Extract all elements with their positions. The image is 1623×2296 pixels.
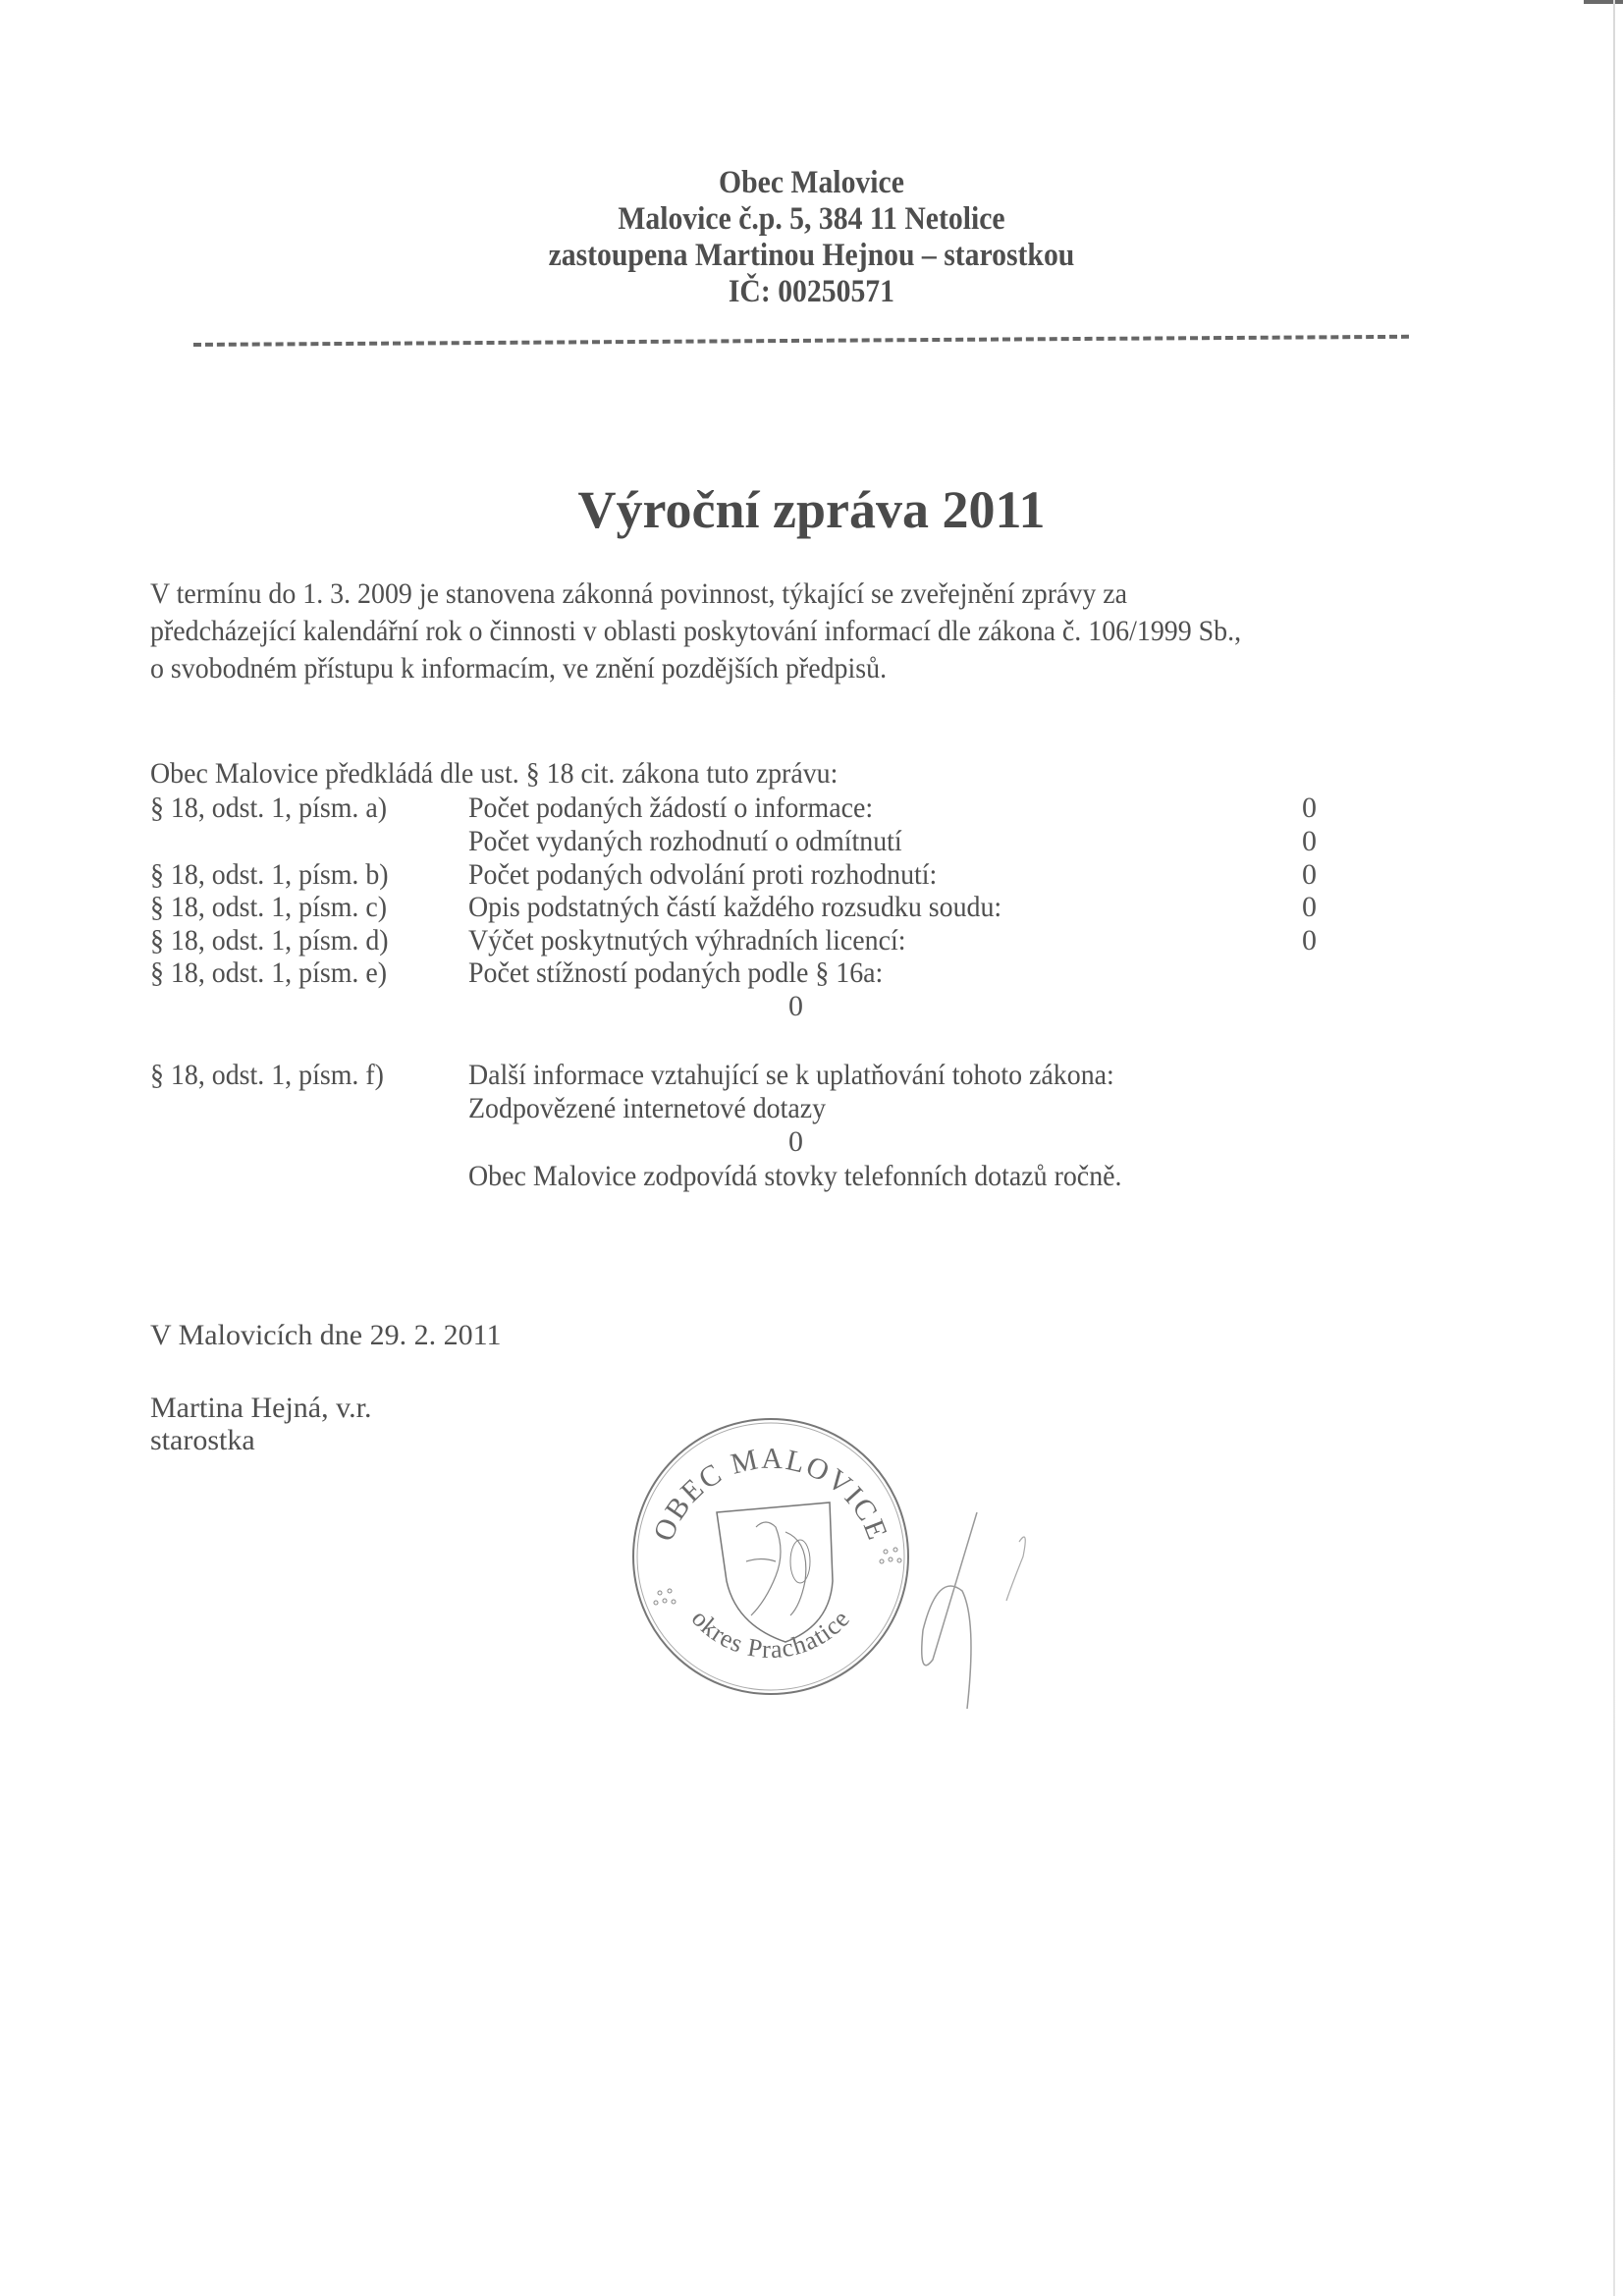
report-intro: Obec Malovice předkládá dle ust. § 18 cit. zákona tuto zprávu: bbox=[150, 757, 839, 790]
item-label-d: Výčet poskytnutých výhradních licencí: bbox=[468, 924, 906, 957]
header-divider bbox=[193, 335, 1409, 347]
item-label-c: Opis podstatných částí každého rozsudku soudu: bbox=[468, 891, 1002, 923]
item-label-a2: Počet vydaných rozhodnutí o odmítnutí bbox=[468, 825, 902, 857]
coat-of-arms-shield-icon bbox=[717, 1503, 833, 1642]
header-municipality: Obec Malovice bbox=[719, 165, 904, 200]
item-ref-f: § 18, odst. 1, písm. f) bbox=[150, 1059, 384, 1091]
stamp-bottom-text: okres Prachatice bbox=[685, 1604, 856, 1665]
place-and-date: V Malovicích dne 29. 2. 2011 bbox=[150, 1319, 502, 1351]
item-ref-d: § 18, odst. 1, písm. d) bbox=[150, 924, 389, 957]
stamp-ornament-right-icon bbox=[880, 1548, 901, 1563]
handwritten-signature bbox=[913, 1512, 1031, 1709]
item-ref-b: § 18, odst. 1, písm. b) bbox=[150, 858, 389, 891]
stamp-top-text: OBEC MALOVICE bbox=[647, 1442, 894, 1546]
item-label-f: Další informace vztahující se k uplatňování tohoto zákona: bbox=[468, 1059, 1114, 1091]
item-value-f: 0 bbox=[788, 1125, 803, 1158]
official-stamp bbox=[628, 1414, 913, 1699]
intro-line-2: předcházející kalendářní rok o činnosti v oblasti poskytování informací dle zákona č. 106/1999 Sb., bbox=[150, 615, 1242, 647]
item-value-a2: 0 bbox=[1302, 825, 1317, 857]
document-title: Výroční zpráva 2011 bbox=[577, 480, 1046, 539]
scan-page-edge bbox=[1613, 0, 1615, 2296]
item-label-e: Počet stížností podaných podle § 16a: bbox=[468, 957, 884, 989]
item-ref-c: § 18, odst. 1, písm. c) bbox=[150, 891, 388, 923]
scan-corner-mark bbox=[1584, 0, 1623, 4]
item-note-f: Obec Malovice zodpovídá stovky telefonních dotazů ročně. bbox=[468, 1160, 1122, 1192]
header-id-number: IČ: 00250571 bbox=[728, 274, 895, 309]
intro-line-1: V termínu do 1. 3. 2009 je stanovena zákonná povinnost, týkající se zveřejnění zprávy za bbox=[150, 577, 1128, 610]
signatory-role: starostka bbox=[150, 1424, 255, 1456]
item-value-d: 0 bbox=[1302, 924, 1317, 957]
item-ref-e: § 18, odst. 1, písm. e) bbox=[150, 957, 388, 989]
item-ref-a: § 18, odst. 1, písm. a) bbox=[150, 792, 388, 824]
item-value-c: 0 bbox=[1302, 891, 1317, 923]
intro-line-3: o svobodném přístupu k informacím, ve znění pozdějších předpisů. bbox=[150, 652, 888, 684]
stamp-ornament-left-icon bbox=[654, 1589, 676, 1605]
item-sublabel-f: Zodpovězené internetové dotazy bbox=[468, 1092, 827, 1124]
signatory-name: Martina Hejná, v.r. bbox=[150, 1392, 372, 1424]
item-value-a: 0 bbox=[1302, 792, 1317, 824]
item-label-a: Počet podaných žádostí o informace: bbox=[468, 792, 874, 824]
header-representative: zastoupena Martinou Hejnou – starostkou bbox=[548, 238, 1075, 273]
header-address: Malovice č.p. 5, 384 11 Netolice bbox=[618, 201, 1005, 237]
item-value-b: 0 bbox=[1302, 858, 1317, 891]
item-label-b: Počet podaných odvolání proti rozhodnutí: bbox=[468, 858, 938, 891]
item-value-e: 0 bbox=[788, 990, 803, 1022]
